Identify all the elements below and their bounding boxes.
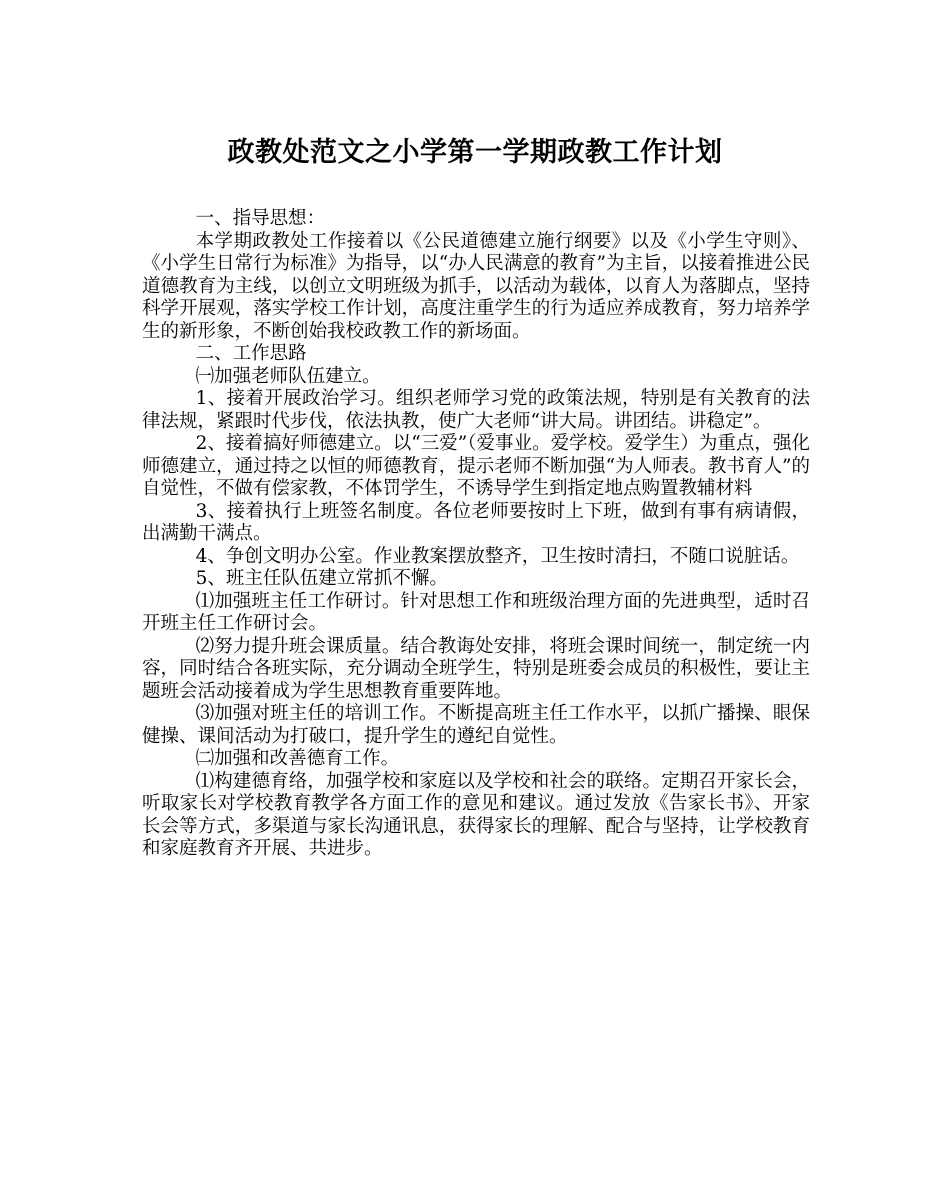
paragraph: 3、接着执行上班签名制度。各位老师要按时上下班，做到有事有病请假，出满勤干满点。 — [142, 500, 810, 544]
paragraph: ⑴构建德育络，加强学校和家庭以及学校和社会的联络。定期召开家长会，听取家长对学校教育教学各方面工作的意见和建议。通过发放《告家长书》、开家长会等方式，多渠道与家长沟通讯息，获得家长的理解、配合与坚持，让学校教育和家庭教育齐开展、共进步。 — [142, 770, 810, 859]
paragraph: ㈡加强和改善德育工作。 — [195, 748, 400, 769]
paragraph: 二、工作思路 — [195, 343, 307, 364]
paragraph: 4、争创文明办公室。作业教案摆放整齐，卫生按时清扫，不随口说脏话。 — [195, 545, 800, 567]
document-body — [142, 208, 810, 861]
paragraph: 5、班主任队伍建立常抓不懈。 — [195, 568, 448, 589]
paragraph: ㈠加强老师队伍建立。 — [195, 365, 381, 387]
paragraph: ⑵努力提升班会课质量。结合教诲处安排，将班会课时间统一，制定统一内容，同时结合各班实际，充分调动全班学生，特别是班委会成员的积极性，要让主题班会活动接着成为学生思想教育重要阵地。 — [142, 635, 810, 702]
paragraph: ⑴加强班主任工作研讨。针对思想工作和班级治理方面的先进典型，适时召开班主任工作研讨会。 — [142, 590, 810, 634]
paragraph: 1、接着开展政治学习。组织老师学习党的政策法规，特别是有关教育的法律法规，紧跟时代步伐，依法执教，使广大老师“讲大局。讲团结。讲稳定”。 — [142, 388, 810, 432]
paragraph: 本学期政教处工作接着以《公民道德建立施行纲要》以及《小学生守则》、《小学生日常行为标准》为指导，以“办人民满意的教育”为主旨，以接着推进公民道德教育为主线，以创立文明班级为抓手，以活动为载体，以育人为落脚点，坚持科学开展观，落实学校工作计划，高度注重学生的行为适应养成教育，努力培养学生的新形象，不断创始我校政教工作的新场面。 — [142, 230, 810, 342]
paragraph: 2、接着搞好师德建立。以“三爱”（爱事业。爱学校。爱学生）为重点，强化师德建立，通过持之以恒的师德教育，提示老师不断加强“为人师表。教书育人”的自觉性，不做有偿家教，不体罚学生，不诱导学生到指定地点购置教辅材料 — [142, 433, 810, 499]
paragraph: ⑶加强对班主任的培训工作。不断提高班主任工作水平，以抓广播操、眼保健操、课间活动为打破口，提升学生的遵纪自觉性。 — [142, 703, 810, 747]
document-title: 政教处范文之小学第一学期政教工作计划 — [227, 137, 723, 168]
paragraph: 一、指导思想： — [195, 208, 326, 229]
